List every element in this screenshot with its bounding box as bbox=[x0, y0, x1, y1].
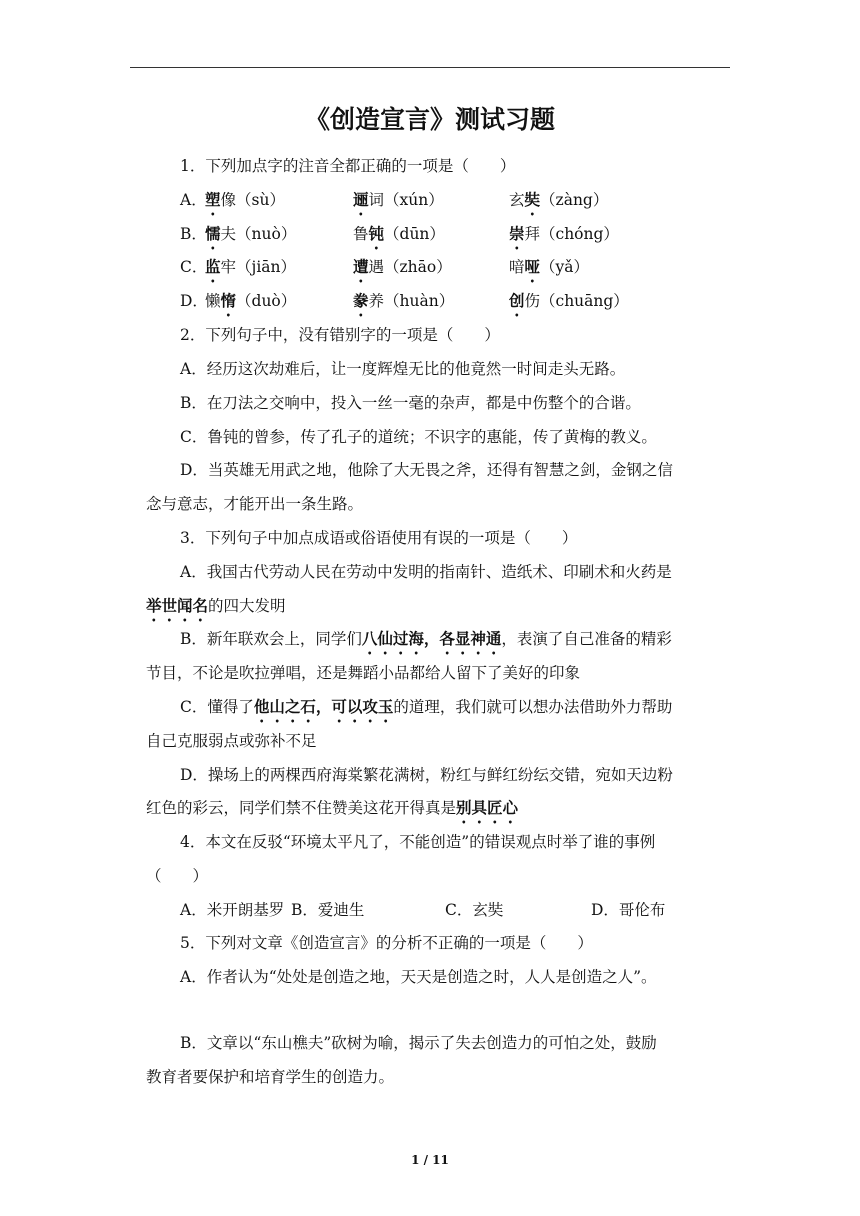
q1-a-option-2: 逦词（xún） bbox=[353, 190, 444, 209]
q1-stem: 1．下列加点字的注音全都正确的一项是（ ） bbox=[180, 157, 516, 175]
q1-a-option-1: 塑像（sù） bbox=[205, 190, 285, 209]
q1-c-option-2: 遭遇（zhāo） bbox=[353, 257, 452, 276]
q4-option-c: C．玄奘 bbox=[445, 901, 504, 919]
q3-option-a-line2: 举世闻名的四大发明 bbox=[146, 596, 286, 615]
q1-d-option-3: 创伤（chuāng） bbox=[509, 291, 629, 310]
q2-option-c: C．鲁钝的曾参，传了孔子的道统；不识字的惠能，传了黄梅的教义。 bbox=[180, 428, 657, 446]
q1-d-option-1: 懒惰（duò） bbox=[205, 291, 297, 310]
q2-option-b: B．在刀法之交响中，投入一丝一毫的杂声，都是中伤整个的合谐。 bbox=[180, 394, 641, 412]
q2-option-d-line2: 念与意志，才能开出一条生路。 bbox=[146, 495, 364, 513]
q3-option-d-line2: 红色的彩云，同学们禁不住赞美这花开得真是别具匠心 bbox=[146, 798, 519, 817]
page-number: 1 / 11 bbox=[411, 1153, 449, 1167]
q3-option-c-line1: C．懂得了他山之石，可以攻玉的道理，我们就可以想办法借助外力帮助 bbox=[180, 697, 673, 716]
q5-option-b-line2: 教育者要保护和培育学生的创造力。 bbox=[146, 1068, 395, 1086]
q3-option-b-line1: B．新年联欢会上，同学们八仙过海，各显神通，表演了自己准备的精彩 bbox=[180, 629, 672, 648]
q1-row-d-label: D． bbox=[180, 292, 208, 310]
q1-row-b-label: B． bbox=[180, 225, 207, 243]
q2-stem: 2．下列句子中，没有错别字的一项是（ ） bbox=[180, 326, 500, 344]
q3-option-c-line2: 自己克服弱点或弥补不足 bbox=[146, 732, 317, 750]
q3-option-a-line1: A．我国古代劳动人民在劳动中发明的指南针、造纸术、印刷术和火药是 bbox=[180, 563, 672, 581]
q1-a-option-3: 玄奘（zàng） bbox=[509, 190, 609, 209]
q1-b-option-2: 鲁钝（dūn） bbox=[353, 224, 445, 243]
q4-option-d: D．哥伦布 bbox=[591, 901, 666, 919]
q4-stem: 4．本文在反驳“环境太平凡了，不能创造”的错误观点时举了谁的事例 bbox=[180, 833, 656, 851]
q1-b-option-3: 崇拜（chóng） bbox=[509, 224, 619, 243]
q2-option-a: A．经历这次劫难后，让一度辉煌无比的他竟然一时间走头无路。 bbox=[180, 360, 626, 378]
q1-row-a-label: A． bbox=[180, 191, 207, 209]
q1-c-option-1: 监牢（jiān） bbox=[205, 257, 297, 276]
q5-stem: 5．下列对文章《创造宣言》的分析不正确的一项是（ ） bbox=[180, 934, 593, 952]
q4-answer-paren: （ ） bbox=[146, 867, 209, 885]
q1-c-option-3: 喑哑（yǎ） bbox=[509, 257, 590, 276]
q4-option-a: A．米开朗基罗 bbox=[180, 901, 285, 919]
q5-option-b-line1: B．文章以“东山樵夫”砍树为喻，揭示了失去创造力的可怕之处，鼓励 bbox=[180, 1034, 657, 1052]
q3-option-d-line1: D．操场上的两棵西府海棠繁花满树，粉红与鲜红纷纭交错，宛如天边粉 bbox=[180, 766, 673, 784]
q1-row-c-label: C． bbox=[180, 258, 208, 276]
q5-option-a: A．作者认为“处处是创造之地，天天是创造之时，人人是创造之人”。 bbox=[180, 968, 657, 986]
q3-option-b-line2: 节目，不论是吹拉弹唱，还是舞蹈小品都给人留下了美好的印象 bbox=[146, 664, 581, 682]
q3-stem: 3．下列句子中加点成语或俗语使用有误的一项是（ ） bbox=[180, 529, 578, 547]
header-rule bbox=[130, 67, 730, 68]
q1-d-option-2: 豢养（huàn） bbox=[353, 291, 455, 310]
page-title: 《创造宣言》测试习题 bbox=[304, 105, 555, 134]
q2-option-d-line1: D．当英雄无用武之地，他除了大无畏之斧，还得有智慧之剑，金钢之信 bbox=[180, 461, 673, 479]
q4-option-b: B．爱迪生 bbox=[291, 901, 365, 919]
q1-b-option-1: 懦夫（nuò） bbox=[205, 224, 297, 243]
